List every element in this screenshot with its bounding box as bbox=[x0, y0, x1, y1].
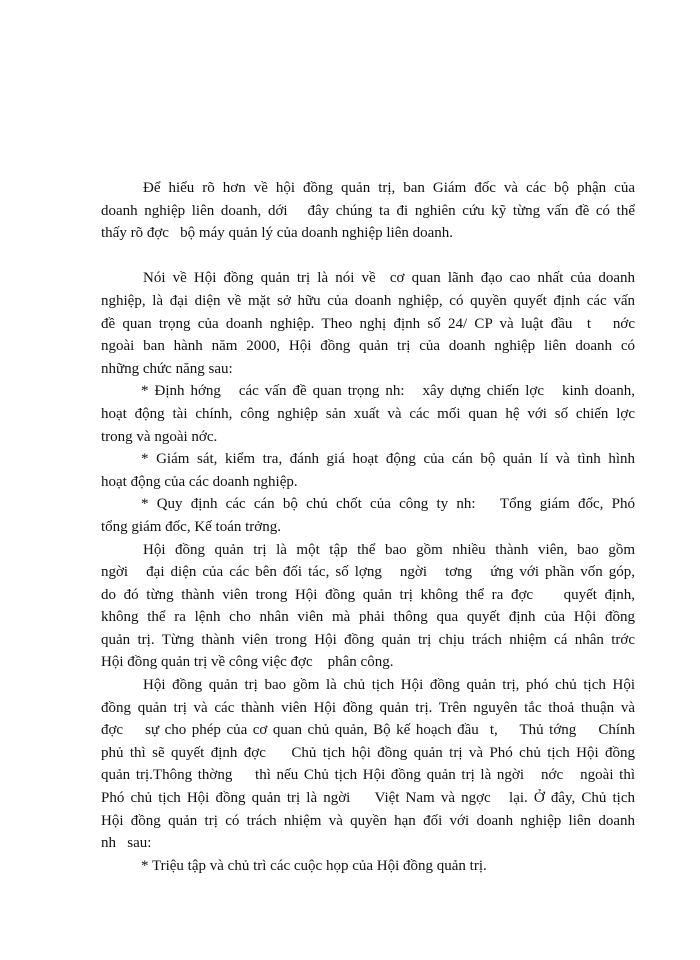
text-line: ngoài ban hành năm 2000, Hội đồng quản trị của doanh nghiệp liên doanh có bbox=[101, 338, 635, 355]
text-line: nh sau: bbox=[101, 835, 152, 852]
text-line: không thể ra lệnh cho nhân viên mà phải thông qua quyết định của Hội đồng bbox=[101, 609, 635, 626]
text-line: quản trị.Thông thờng thì nếu Chủ tịch Hội đồng quản trị là ngời nớc ngoài thì bbox=[101, 767, 635, 784]
text-line: * Giám sát, kiểm tra, đánh giá hoạt động của cán bộ quản lí và tình hình bbox=[141, 451, 635, 468]
bullet-item bbox=[101, 380, 635, 448]
text-line: Hội đồng quản trị về công việc đợc phân công. bbox=[101, 654, 394, 671]
text-line: đồng quản trị và các thành viên Hội đồng quản trị. Trên nguyên tắc thoả thuận và bbox=[101, 699, 635, 716]
text-line: những chức năng sau: bbox=[101, 360, 233, 377]
text-line: Hội đồng quản trị là một tập thể bao gồm nhiều thành viên, bao gồm bbox=[143, 541, 635, 558]
bullet-item bbox=[101, 855, 635, 878]
text-line: hoạt động tài chính, công nghiệp sản xuất và các mối quan hệ với số chiến lợc bbox=[101, 405, 635, 422]
text-line: * Quy định các cán bộ chủ chốt của công ty nh: Tổng giám đốc, Phó bbox=[141, 496, 635, 513]
text-line: tổng giám đốc, Kế toán trởng. bbox=[101, 518, 281, 535]
paragraph-definition bbox=[101, 267, 635, 380]
text-line: quản trị. Từng thành viên trong Hội đồng quản trị chịu trách nhiệm cá nhân trớc bbox=[101, 631, 635, 648]
section-heading bbox=[101, 245, 635, 268]
text-line: thấy rõ đợc bộ máy quản lý của doanh nghiệp liên doanh. bbox=[101, 225, 454, 242]
text-line: Phó chủ tịch Hội đồng quản trị là ngời Việt Nam và ngợc lại. Ở đây, Chủ tịch bbox=[101, 790, 635, 807]
text-line: doanh nghiệp liên doanh, dới đây chúng ta đi nghiên cứu kỹ từng vấn đề có thể bbox=[101, 202, 635, 219]
text-line: phủ thì sẽ quyết định đợc Chủ tịch hội đồng quản trị và Phó chủ tịch Hội đồng bbox=[101, 744, 635, 761]
text-line: * Định hớng các vấn đề quan trọng nh: xây dựng chiến lợc kinh doanh, bbox=[141, 383, 635, 400]
text-line: Hội đồng quản trị có trách nhiệm và quyền hạn đối với doanh nghiệp liên doanh bbox=[101, 812, 635, 829]
text-line: do đó từng thành viên trong Hội đồng quản trị không thể ra đợc quyết định, bbox=[101, 586, 635, 603]
bullet-item bbox=[101, 448, 635, 493]
intro-paragraph bbox=[101, 177, 635, 245]
text-line: * Triệu tập và chủ trì các cuộc họp của Hội đồng quản trị. bbox=[141, 857, 487, 874]
text-line: đề quan trọng của doanh nghiệp. Theo nghị định số 24/ CP và luật đầu t nớc bbox=[101, 315, 635, 332]
text-line: hoạt động của các doanh nghiệp. bbox=[101, 473, 298, 490]
paragraph-structure bbox=[101, 674, 635, 855]
text-line: trong và ngoài nớc. bbox=[101, 428, 218, 445]
text-line: Nói về Hội đồng quản trị là nói về cơ quan lãnh đạo cao nhất của doanh bbox=[143, 270, 635, 287]
paragraph-members bbox=[101, 539, 635, 675]
text-line: nghiệp, là đại diện về mặt sở hữu của doanh nghiệp, có quyền quyết định các vấn bbox=[101, 292, 635, 309]
text-line: ngời đại diện của các bên đối tác, số lợng ngời tơng ứng với phần vốn góp, bbox=[101, 564, 635, 581]
document-body bbox=[101, 177, 635, 877]
text-line: đợc sự cho phép của cơ quan chủ quản, Bộ kế hoạch đầu t, Thủ tớng Chính bbox=[101, 722, 635, 739]
text-line: Hội đồng quản trị bao gồm là chủ tịch Hội đồng quản trị, phó chủ tịch Hội bbox=[143, 677, 635, 694]
text-line: Để hiểu rõ hơn về hội đồng quản trị, ban Giám đốc và các bộ phận của bbox=[143, 180, 635, 196]
bullet-item bbox=[101, 493, 635, 538]
